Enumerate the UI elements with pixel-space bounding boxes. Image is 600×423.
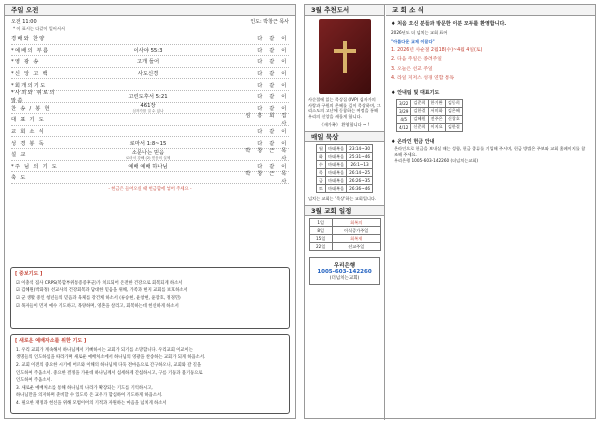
order-center: 이사야 55:3 — [133, 47, 163, 54]
devotion-note: 넘치는 교회는 '묵상'하는 교회입니다. — [308, 196, 377, 202]
order-title: 찬 송 / 봉 헌 — [11, 105, 51, 112]
order-title: 축 도 — [11, 175, 27, 182]
offering-note: - 헌금은 들어오실 때 헌금함에 넣어 주세요 - — [108, 186, 192, 192]
order-right: 박 창 근 목 사 — [245, 148, 289, 163]
order-content — [59, 162, 237, 170]
devotion-book: 마태복음 — [325, 185, 346, 193]
usher-row — [397, 99, 463, 107]
order-right: 다 같 이 — [257, 140, 289, 147]
order-right: 심 흥 회 집 사 — [245, 113, 289, 128]
order-row — [11, 33, 289, 45]
book-cover — [319, 19, 371, 94]
order-right: 다 같 이 — [257, 59, 289, 66]
news-items — [386, 16, 595, 87]
news-header: 교 회 소 식 — [386, 5, 595, 16]
devotion-row — [316, 145, 372, 153]
ushers-header: ♦ 안내팀 및 대표기도 — [391, 89, 440, 96]
order-right: 다 같 이 — [257, 94, 289, 101]
left-page — [4, 4, 296, 419]
news-column — [386, 5, 595, 420]
usher-row — [397, 115, 463, 123]
devotion-ref: 26:14~25 — [347, 169, 373, 177]
resolution-label: [ 새로운 예배자소를 위한 기도 ] — [15, 338, 87, 344]
prayer-line: ☑ 이충석 집사 CRPS(복합부위통증증후군)가 치료되어 온전한 건강으로 회복되게 하소서 — [16, 280, 183, 286]
schedule-table — [309, 218, 381, 251]
order-title: *회개의기도 — [11, 82, 47, 89]
devotion-book: 마태복음 — [325, 177, 346, 185]
devotion-day: 월 — [316, 145, 325, 153]
news-item: "아름다운 교제 이끌다" — [391, 38, 435, 44]
devotion-row — [316, 177, 372, 185]
resolution-lines — [11, 346, 289, 407]
schedule-date: 22일 — [309, 243, 332, 251]
order-row — [11, 56, 289, 68]
schedule-event: 회복제 — [332, 235, 380, 243]
order-title: 성 경 봉 독 — [11, 140, 45, 147]
bank-account: 1005-603-142260 — [317, 269, 372, 276]
order-title: 설 교 — [11, 152, 27, 159]
resolution-line: 인도하여 주옵소서. 중요한 결정을 가운데 하나님께서 섬세하게 간섭하시고, 구름 기둥과 불기둥으로 — [16, 370, 203, 376]
news-item: 3. 오늘은 선교 주일 — [391, 66, 433, 72]
service-leader: 인도: 박창근 목사 — [250, 19, 289, 25]
order-right: 다 같 이 — [257, 82, 289, 89]
order-row — [11, 149, 289, 161]
usher-cell: 김한결 — [411, 107, 428, 115]
order-right: 다 같 이 — [257, 105, 289, 112]
order-title: *주 님 의 기 도 — [11, 163, 58, 170]
order-title: 대 표 기 도 — [11, 117, 45, 124]
order-content — [59, 57, 237, 65]
news-item: ♦ 처음 오신 분들과 방문한 이분 모두를 환영합니다. — [391, 20, 507, 27]
usher-cell: 이지요 — [428, 123, 445, 131]
prayer-line: ☑ 군 생활 중인 청년들의 믿음과 육체를 강건케 하소서 (류승현, 윤창현, 윤장호, 정경민) — [16, 295, 181, 301]
prayer-box — [10, 267, 290, 329]
usher-cell: 김한결 — [445, 123, 462, 131]
order-center: 사도신경 — [137, 71, 159, 78]
schedule-event: 선교주일 — [332, 243, 380, 251]
devotion-table — [316, 144, 373, 193]
order-row — [11, 172, 289, 184]
service-time: 오전 11:00 — [11, 19, 37, 25]
order-right: 다 같 이 — [257, 71, 289, 78]
schedule-row — [309, 227, 380, 235]
schedule-date: 8일 — [309, 227, 332, 235]
order-of-worship — [5, 33, 295, 184]
order-row — [11, 68, 289, 80]
usher-cell: 3/22 — [397, 99, 411, 107]
online-account: 우리은행 1005-603-142260 (더넘치는교회) — [394, 158, 479, 164]
order-center: 고린도후서 5:21 — [128, 94, 168, 101]
order-center: 소문나는 믿음 — [131, 149, 165, 156]
book-recommend: 《새가족》 환영합니다 ~ ! — [319, 121, 370, 127]
usher-row — [397, 123, 463, 131]
devotion-row — [316, 161, 372, 169]
cross-icon — [334, 41, 356, 73]
devotion-day: 토 — [316, 185, 325, 193]
order-row — [11, 126, 289, 138]
devotion-day: 금 — [316, 177, 325, 185]
usher-cell: 3/29 — [397, 107, 411, 115]
order-row — [11, 114, 289, 126]
bank-box — [309, 257, 380, 285]
right-page — [304, 4, 596, 419]
order-title: *예배의 부름 — [11, 47, 50, 54]
order-right: 다 같 이 — [257, 129, 289, 136]
online-text: 온라인으로 헌금을 보내실 때는 성함, 헌금 종류를 기입해 주시며, 헌금 방법은 주보와 교회 홈페이지를 참조해 주세요. — [394, 145, 586, 157]
resolution-line: 1. 우리 교회가 계속해서 하나님께서 기뻐하시는 교회가 되기를 소망합니다. 우리교회 이교이는 — [16, 347, 193, 353]
devotion-ref: 26:1~13 — [347, 161, 373, 169]
order-content — [59, 139, 237, 147]
usher-cell: 김동희 — [445, 99, 462, 107]
schedule-event: 이식증가주일 — [332, 227, 380, 235]
resolution-line: 인도하여 주옵소서. — [16, 378, 52, 384]
schedule-event: 회복의 — [332, 219, 380, 227]
service-header: 주일 오전 — [5, 5, 295, 16]
service-meta — [5, 16, 295, 25]
devotion-book: 마태복음 — [325, 145, 346, 153]
usher-cell: 4/12 — [397, 123, 411, 131]
resolution-line: 생명들의 인도하심을 따라가며 새로운 예배처소에서 하나님의 영광을 찬송하는 교회가 되게 하옵소서. — [16, 355, 206, 361]
order-center: 고개 들어 — [136, 59, 160, 66]
usher-cell: 김은혜 — [445, 107, 462, 115]
schedule-row — [309, 235, 380, 243]
prayer-label: [ 중보기도 ] — [15, 271, 43, 277]
usher-cell: 전주은 — [428, 115, 445, 123]
devotion-day: 목 — [316, 169, 325, 177]
resolution-box — [10, 334, 290, 414]
order-row — [11, 45, 289, 57]
order-sub: 십자가를 질 수 있나 — [132, 109, 164, 114]
prayer-lines — [11, 279, 289, 309]
usher-row — [397, 107, 463, 115]
schedule-date: 15일 — [309, 235, 332, 243]
right-left-column — [305, 5, 385, 420]
devotion-header: 매일 묵상 — [305, 131, 384, 142]
news-item: 2. 다음 주일은 종려주일 — [391, 57, 442, 63]
order-center: 예배 예배 하나님 — [128, 163, 168, 170]
schedule-row — [309, 243, 380, 251]
order-title: 경배와 찬양 — [11, 36, 46, 43]
order-right: 다 같 이 — [257, 163, 289, 170]
book-desc: 사순절에 읽는 묵상집 (IVP) 십자가의 사랑과 구원의 은혜를 깊이 묵상하며, 그리스도의 고난에 동참하는 여정을 통해 우리의 신앙을 새롭게 합니다. — [308, 97, 381, 120]
order-title: *신 앙 고 백 — [11, 71, 49, 78]
schedule-date: 1일 — [309, 219, 332, 227]
devotion-book: 마태복음 — [325, 161, 346, 169]
order-right: 다 같 이 — [257, 47, 289, 54]
devotion-row — [316, 185, 372, 193]
resolution-line: 하나님만을 의지하며 준비할 수 있도록 온 교우가 합심하여 기도하게 하옵소서. — [16, 393, 163, 399]
ushers-table — [396, 99, 463, 132]
order-right: 다 같 이 — [257, 36, 289, 43]
order-center: 로마서 1:8~15 — [129, 140, 167, 147]
devotion-ref: 23:14~30 — [347, 145, 373, 153]
bank-title: 우리은행 — [333, 263, 356, 270]
schedule-header: 3월 교회 일정 — [305, 205, 384, 216]
order-right: 박 창 근 목 사 — [245, 171, 289, 186]
news-item: 4. 라일 지저스 성경 연합 통독 — [391, 76, 455, 81]
devotion-day: 화 — [316, 153, 325, 161]
prayer-line: ☑ 목자들이 먼저 예수 기도하고, 목양하며, 영혼을 살리고, 회복하는데 헌신하게 하소서 — [16, 303, 179, 309]
books-header: 3월 추천도서 — [305, 5, 384, 16]
online-header: ♦ 온라인 헌금 안내 — [391, 138, 435, 145]
usher-cell: 김준희 — [411, 99, 428, 107]
usher-cell: 서미화 — [428, 107, 445, 115]
order-title: 교 회 소 식 — [11, 129, 45, 136]
devotion-row — [316, 169, 372, 177]
devotion-book: 마태복음 — [325, 153, 346, 161]
schedule-row — [309, 219, 380, 227]
devotion-row — [316, 153, 372, 161]
news-item: 2026년도 더 넘치는 교회 표어 — [391, 30, 448, 36]
devotion-ref: 26:26~35 — [347, 177, 373, 185]
resolution-line: 4. 필요한 재정과 헌신을 위해 모범이어의 기적과 자원하는 마음을 넘치게 하소서 — [16, 400, 167, 406]
order-content — [59, 101, 237, 114]
order-title: *영 광 송 — [11, 59, 40, 66]
usher-cell: 김혜원 — [411, 115, 428, 123]
prayer-line: ☑ 김혜원(박화정) 선교사의 건강회복과 담대한 믿음을 위해, 가족과 현지 교회를 보호하소서 — [16, 288, 188, 294]
devotion-ref: 26:36~46 — [347, 185, 373, 193]
usher-cell: 4/5 — [397, 115, 411, 123]
bank-holder: (더넘치는교회) — [329, 276, 360, 282]
devotion-ref: 25:31~46 — [347, 153, 373, 161]
order-center: 461장 — [140, 103, 156, 110]
order-content — [59, 69, 237, 77]
standing-note: * 이 표시는 다같이 일어서서 — [13, 26, 65, 31]
order-title: *사죄와 위로의 말씀 — [11, 90, 56, 105]
news-item: 1. 2026년 사순절 2월18(수)~4월 4일(토) — [391, 47, 483, 53]
resolution-line: 2. 교회 이전의 중요한 시기에 어르와 이해의 하나님께 다욱 전마음으로 간구하오니, 교회와 갈 길을 — [16, 362, 202, 368]
usher-cell: 신준희 — [411, 123, 428, 131]
order-sub: 로마서 강해 (2) 믿음의 실체 — [125, 155, 171, 160]
devotion-book: 마태복음 — [325, 169, 346, 177]
usher-cell: 신창호 — [445, 115, 462, 123]
usher-cell: 한기완 — [428, 99, 445, 107]
order-content — [59, 92, 237, 100]
devotion-day: 수 — [316, 161, 325, 169]
resolution-line: 3. 새로운 예배처소를 통해 하나님의 나라가 확장되는 기도를 기억하시고, — [16, 385, 153, 391]
order-content — [59, 148, 237, 161]
order-content — [59, 46, 237, 54]
